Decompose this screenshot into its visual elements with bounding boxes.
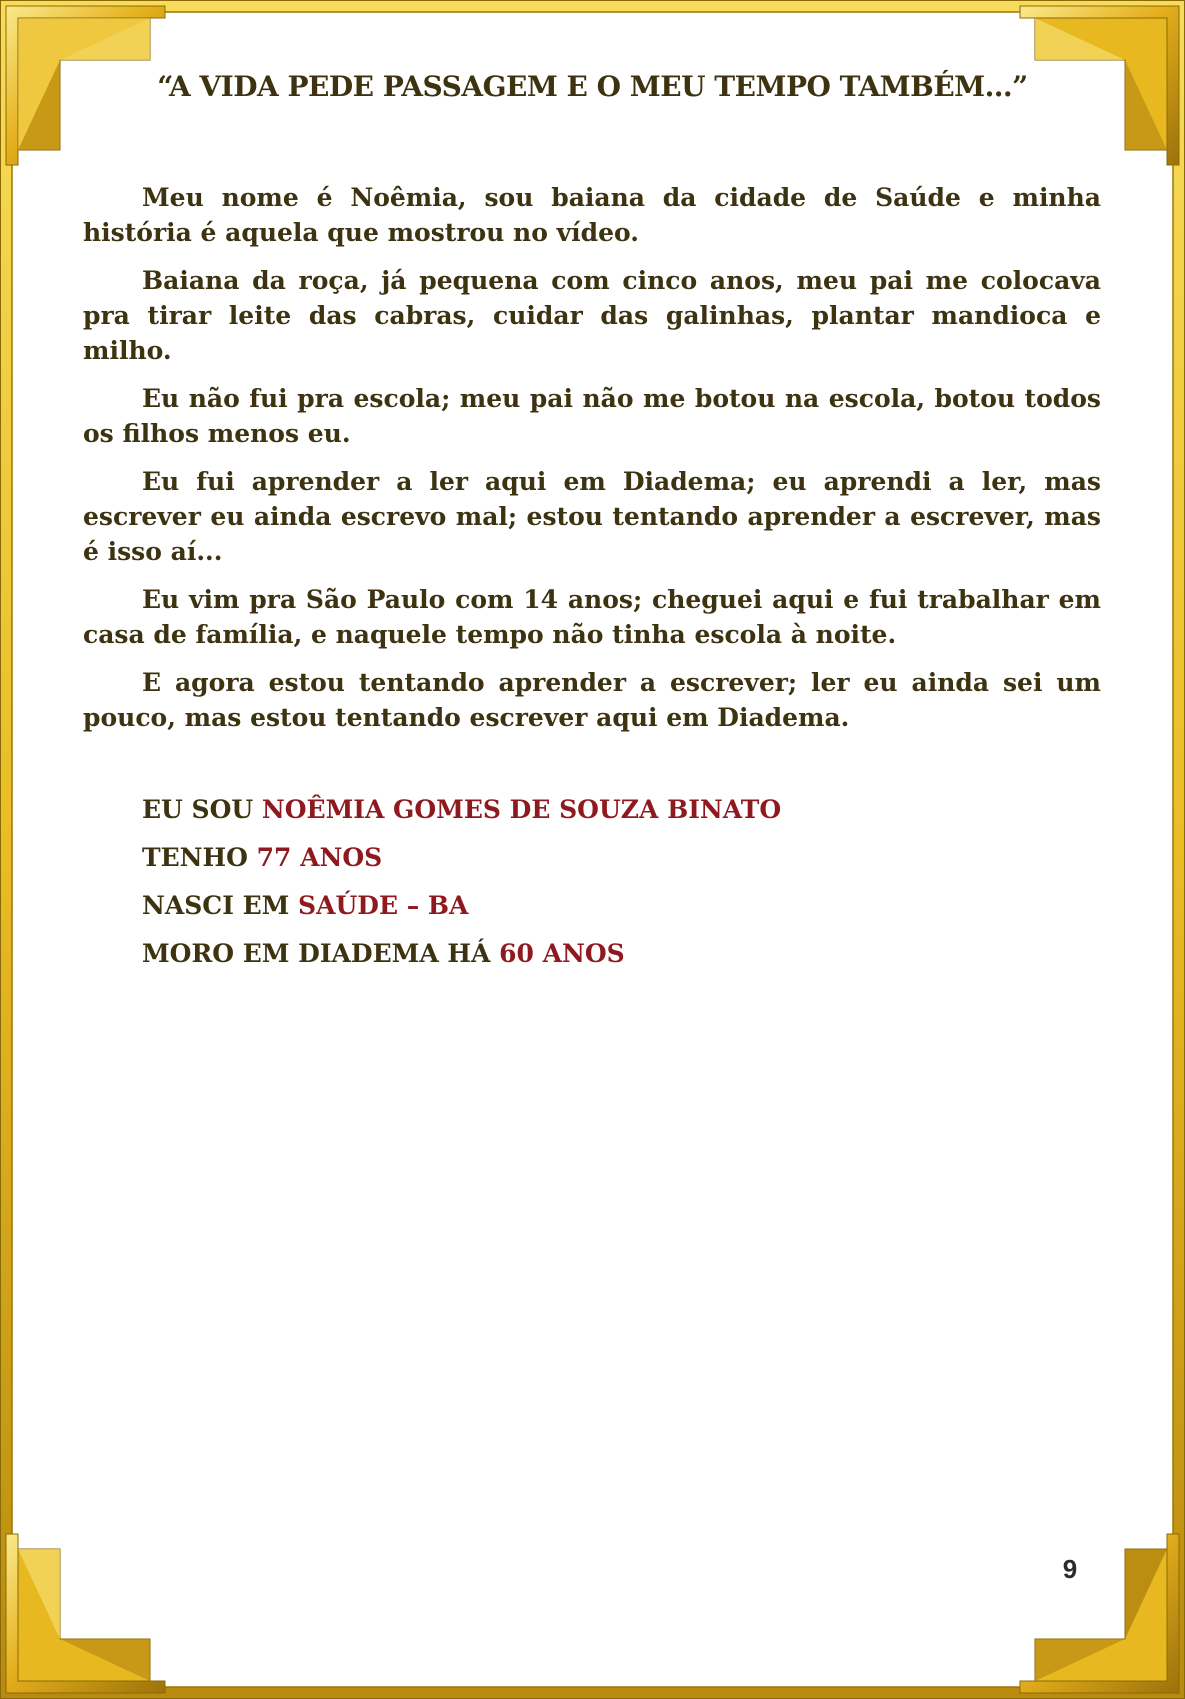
paragraph: Eu vim pra São Paulo com 14 anos; cheguei aqui e fui trabalhar em casa de família, e naquele tempo não tinha escola à noite.: [83, 585, 1101, 649]
fact-value: 77 ANOS: [256, 843, 383, 872]
fact-label: NASCI EM: [142, 891, 299, 920]
fact-age: [142, 841, 781, 889]
fact-label: MORO EM DIADEMA HÁ: [142, 939, 500, 968]
fact-label: TENHO: [142, 843, 257, 872]
fact-label: EU SOU: [142, 795, 262, 824]
fact-value: SAÚDE – BA: [298, 891, 469, 920]
paragraph: Baiana da roça, já pequena com cinco anos, meu pai me colocava pra tirar leite das cabras, cuidar das galinhas, plantar mandioca e milho.: [83, 266, 1101, 365]
fact-name: [142, 793, 781, 841]
page-title: “A VIDA PEDE PASSAGEM E O MEU TEMPO TAMBÉM…”: [157, 70, 1028, 103]
fact-value: 60 ANOS: [499, 939, 625, 968]
fact-value: NOÊMIA GOMES DE SOUZA BINATO: [261, 795, 782, 824]
personal-facts: [142, 793, 781, 985]
fact-residence: [142, 937, 781, 985]
paragraph: Meu nome é Noêmia, sou baiana da cidade de Saúde e minha história é aquela que mostrou no vídeo.: [83, 183, 1101, 247]
frame-corner-bottom-left: [6, 1534, 165, 1693]
paragraph: Eu não fui pra escola; meu pai não me botou na escola, botou todos os filhos menos eu.: [83, 384, 1101, 448]
page-number: 9: [1062, 1554, 1078, 1584]
story-body: [83, 180, 1101, 748]
fact-birthplace: [142, 889, 781, 937]
paragraph: E agora estou tentando aprender a escrever; ler eu ainda sei um pouco, mas estou tentando escrever aqui em Diadema.: [83, 668, 1101, 732]
paragraph: Eu fui aprender a ler aqui em Diadema; eu aprendi a ler, mas escrever eu ainda escrevo mal; estou tentando aprender a escrever, mas é isso aí...: [83, 467, 1101, 566]
